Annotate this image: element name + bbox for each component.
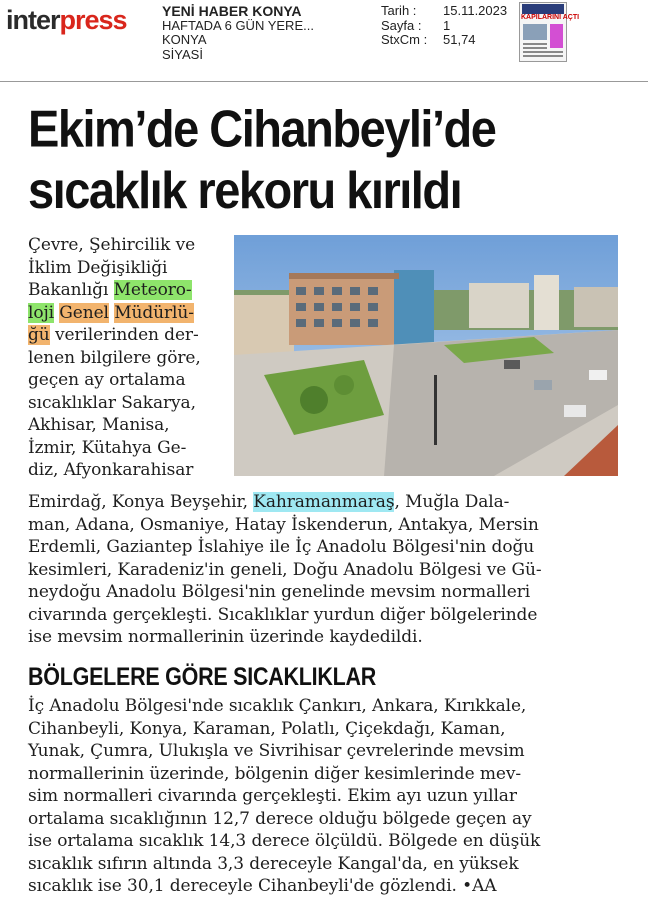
text-line: civarında gerçekleşti. Sıcaklıklar yurdun diğer bölgelerinde xyxy=(28,604,538,625)
thumbnail-text-line xyxy=(523,43,547,45)
page-value: 1 xyxy=(443,17,451,33)
headline-line-1: Ekim’de Cihanbeyli’de xyxy=(28,99,496,158)
highlight-kahramanmaras: Kahramanmaraş xyxy=(253,492,395,512)
text-line: man, Adana, Osmaniye, Hatay İskenderun, Antakya, Mersin xyxy=(28,514,539,535)
text-line: normallerinin üzerinde, bölgenin diğer kesimlerinde mev- xyxy=(28,763,521,784)
stxcm-label: StxCm : xyxy=(381,32,428,47)
thumbnail-masthead xyxy=(522,4,564,14)
header-divider xyxy=(0,81,648,82)
text-line: Erdemli, Gaziantep İslahiye ile İç Anadolu Bölgesi'nin doğu xyxy=(28,537,535,557)
highlight-directorate: ğü xyxy=(28,325,50,345)
thumbnail-photo xyxy=(523,24,547,40)
text-fragment: verilerinden der- xyxy=(49,325,199,345)
text-line: neydoğu Anadolu Bölgesi'nin genelinde mevsim normalleri xyxy=(28,582,531,602)
text-fragment: Bakanlığı xyxy=(28,280,114,300)
text-line: sıcaklık sıfırın altında 3,3 dereceyle Kangal'da, en yüksek xyxy=(28,853,519,874)
stxcm-value: 51,74 xyxy=(443,32,476,47)
text-line: sıcaklık ise 30,1 dereceyle Cihanbeyli'de gözlendi. •AA xyxy=(28,876,497,896)
city-square-photo xyxy=(234,235,618,476)
section-subheading: BÖLGELERE GÖRE SICAKLIKLAR xyxy=(28,663,377,691)
text-line: kesimleri, Karadeniz'in geneli, Doğu Anadolu Bölgesi ve Gü- xyxy=(28,559,542,580)
clipping-header xyxy=(0,0,648,82)
article-headline xyxy=(28,98,628,221)
publication-name: YENİ HABER KONYA xyxy=(162,3,302,19)
text-line: ise ortalama sıcaklık 14,3 derece ölçüldü. Bölgede en düşük xyxy=(28,831,541,851)
highlight-directorate: Genel xyxy=(59,302,109,323)
text-fragment: Emirdağ, Konya Beyşehir, xyxy=(28,492,254,512)
article-photo xyxy=(234,235,618,476)
highlight-meteorology: Meteoro- xyxy=(113,280,192,300)
headline-line-2: sıcaklık rekoru kırıldı xyxy=(28,160,462,219)
text-line: İklim Değişikliği xyxy=(28,257,168,278)
text-line: lenen bilgilere göre, xyxy=(28,347,201,368)
text-line: Akhisar, Manisa, xyxy=(28,415,170,435)
text-line: İzmir, Kütahya Ge- xyxy=(28,437,187,458)
thumbnail-text-line xyxy=(523,51,563,53)
page-thumbnail[interactable] xyxy=(519,2,580,62)
text-line: sıcaklıklar Sakarya, xyxy=(28,392,196,413)
text-line: diz, Afyonkarahisar xyxy=(28,460,194,480)
text-line: sim normalleri civarında gerçekleşti. Ekim ayı uzun yıllar xyxy=(28,786,517,806)
thumbnail-text-line xyxy=(523,47,547,49)
article-body-continued xyxy=(28,491,541,649)
article-intro-column xyxy=(28,234,201,482)
thumbnail-text-line xyxy=(523,55,563,57)
text-line: ortalama sıcaklığının 12,7 derece olduğu bölgede geçen ay xyxy=(28,808,532,829)
text-line: Çevre, Şehircilik ve xyxy=(28,235,196,255)
text-line xyxy=(28,279,201,302)
text-fragment: , Muğla Dala- xyxy=(394,492,510,512)
text-line xyxy=(28,302,201,325)
thumbnail-headline: KAPILARINI AÇTI xyxy=(521,14,580,21)
logo-main: inter xyxy=(6,5,60,35)
highlight-meteorology: loji xyxy=(28,302,54,323)
publication-info xyxy=(162,4,314,62)
text-line: Cihanbeyli, Konya, Karaman, Polatlı, Çiçekdağı, Kaman, xyxy=(28,718,506,739)
text-line xyxy=(28,324,201,347)
clipping-meta xyxy=(381,4,507,48)
publication-frequency: HAFTADA 6 GÜN YERE... xyxy=(162,17,314,33)
text-line: ise mevsim normallerinin üzerinde kaydedildi. xyxy=(28,627,423,647)
logo-accent: press xyxy=(59,5,127,35)
date-value: 15.11.2023 xyxy=(443,3,508,18)
text-line: İç Anadolu Bölgesi'nde sıcaklık Çankırı, Ankara, Kırıkkale, xyxy=(28,696,527,716)
text-line: geçen ay ortalama xyxy=(28,370,186,390)
thumbnail-ad xyxy=(550,24,563,48)
interpress-logo xyxy=(6,3,127,37)
publication-section: SİYASİ xyxy=(162,46,203,62)
publication-city: KONYA xyxy=(162,32,207,47)
text-line xyxy=(28,491,541,514)
text-line: Yunak, Çumra, Ulukışla ve Sivrihisar çevrelerinde mevsim xyxy=(28,741,525,761)
regional-temperatures-section xyxy=(28,695,540,898)
date-label: Tarih : xyxy=(381,3,417,18)
highlight-directorate: Müdürlü- xyxy=(114,302,194,323)
page-label: Sayfa : xyxy=(381,17,422,33)
